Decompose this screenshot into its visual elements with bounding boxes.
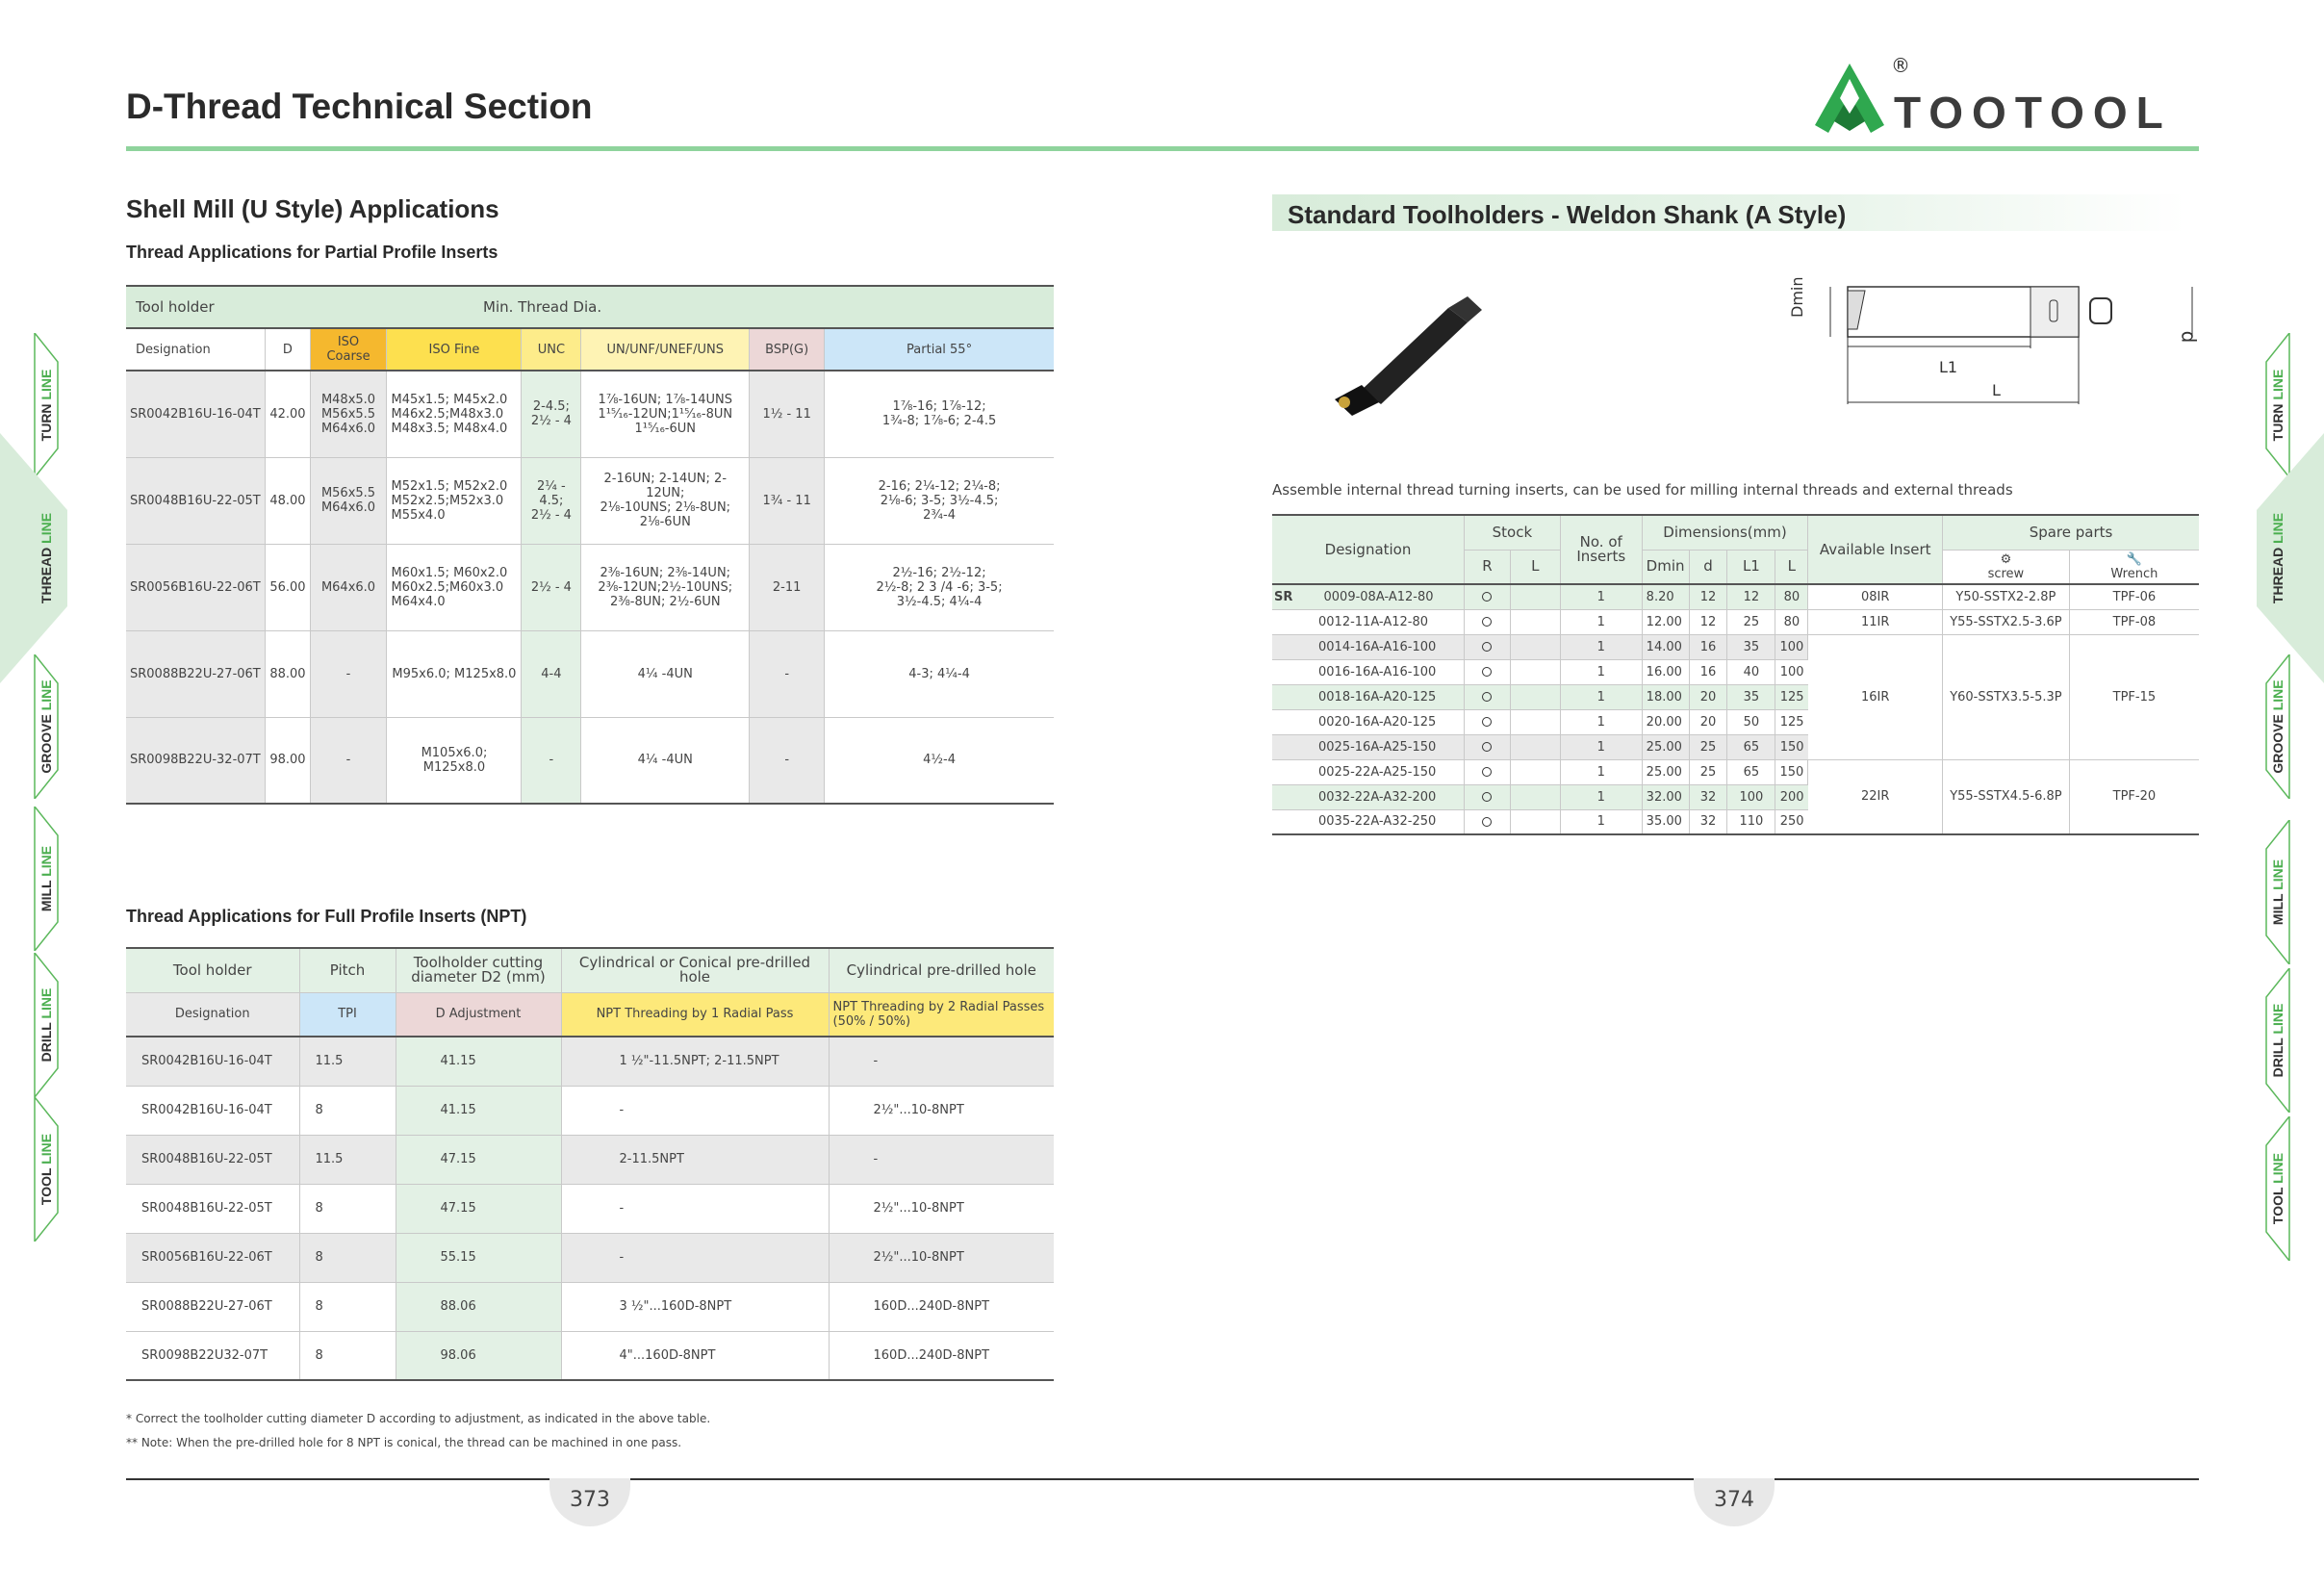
cell: 11.5 (299, 1037, 396, 1086)
cell: 20 (1689, 684, 1727, 709)
th-dmin: Dmin (1642, 550, 1689, 584)
cell: 2-4.5; 2½ - 4 (522, 371, 581, 457)
cell: 160D...240D-8NPT (873, 1347, 990, 1363)
cell: TPF-15 (2069, 634, 2199, 759)
footer-rule (126, 1478, 2199, 1480)
cell (1465, 734, 1511, 759)
tab-label-b: LINE (2270, 1152, 2286, 1188)
stock-icon (1482, 717, 1492, 727)
cell: 47.15 (396, 1135, 561, 1184)
cell: 65 (1727, 759, 1775, 784)
cell: 20.00 (1642, 709, 1689, 734)
cell: SR0056B16U-22-06T (126, 1233, 299, 1282)
cell (1510, 684, 1560, 709)
cell: 0032-22A-A32-200 (1272, 784, 1465, 809)
cell: 125 (1775, 709, 1808, 734)
cell: 0012-11A-A12-80 (1272, 609, 1465, 634)
section-title: Shell Mill (U Style) Applications (126, 194, 499, 223)
cell: 12 (1689, 609, 1727, 634)
cell (1465, 709, 1511, 734)
cell: 0020-16A-A20-125 (1272, 709, 1465, 734)
cell (1465, 759, 1511, 784)
th-unc: UNC (522, 328, 581, 371)
table-row (126, 1135, 1054, 1184)
npt-table (126, 947, 1054, 1381)
table2-title: Thread Applications for Full Profile Inserts (NPT) (126, 907, 527, 926)
label-l: L (1992, 381, 2001, 399)
cell: 11.5 (299, 1135, 396, 1184)
cell: 1 (1560, 609, 1642, 634)
cell: 4½-4 (923, 753, 956, 768)
tab-label-b: LINE (38, 512, 54, 548)
cell: 25 (1689, 734, 1727, 759)
cell: 47.15 (396, 1184, 561, 1233)
cell: 2½ - 4 (522, 544, 581, 630)
th-pitch: Pitch (299, 948, 396, 992)
cell: 11IR (1808, 609, 1943, 634)
cell: SR0098B22U32-07T (126, 1331, 299, 1380)
cell: 35.00 (1642, 809, 1689, 834)
th-wrench-label: Wrench (2110, 566, 2158, 581)
tab-label-a: TOOL (38, 1167, 54, 1206)
designation: 0009-08A-A12-80 (1323, 589, 1434, 604)
th-l-total: L (1775, 550, 1808, 584)
cell: 100 (1775, 634, 1808, 659)
cell: M105x6.0; M125x8.0 (387, 717, 522, 804)
tab-label-b: LINE (38, 679, 54, 715)
tab-label-a: THREAD (38, 547, 54, 604)
cell: 1⅞-16; 1⅞-12; 1¾-8; 1⅞-6; 2-4.5 (825, 371, 1054, 457)
table-row (126, 1184, 1054, 1233)
table-row (126, 717, 1054, 804)
th-tool-holder: Tool holder (126, 286, 310, 328)
cell: - (310, 717, 387, 804)
table1-title: Thread Applications for Partial Profile Inserts (126, 243, 498, 262)
cell: 25.00 (1642, 734, 1689, 759)
toolholder-drawing-icon (1788, 276, 2213, 409)
table-row (126, 544, 1054, 630)
cell: 4-4 (522, 630, 581, 717)
stock-icon (1482, 642, 1492, 652)
cell: TPF-06 (2069, 584, 2199, 609)
cell: 200 (1775, 784, 1808, 809)
cell: 56.00 (266, 544, 310, 630)
cell: 3 ½"...160D-8NPT (561, 1282, 829, 1331)
side-tab-tool-right[interactable] (2257, 1116, 2324, 1261)
cell (1510, 584, 1560, 609)
th-tpi: TPI (299, 992, 396, 1037)
side-tab-groove-right[interactable] (2257, 654, 2324, 799)
cell: Y55-SSTX4.5-6.8P (1943, 759, 2070, 834)
cell: 8 (299, 1233, 396, 1282)
th-cylindrical: Cylindrical pre-drilled hole (829, 948, 1054, 992)
cell: 2-11 (750, 544, 825, 630)
wrench-icon: 🔧 (2126, 551, 2142, 567)
stock-icon (1482, 692, 1492, 702)
cell: 2⅜-16UN; 2⅜-14UN; 2⅜-12UN;2½-10UNS; 2⅜-8UN; 2½-6UN (581, 544, 750, 630)
cell: SR0088B22U-27-06T (126, 1282, 299, 1331)
cell: 8 (299, 1184, 396, 1233)
cell: 1 (1560, 684, 1642, 709)
stock-icon (1482, 817, 1492, 827)
cell: 125 (1775, 684, 1808, 709)
th-no-inserts: No. of Inserts (1560, 515, 1642, 584)
stock-icon (1482, 667, 1492, 677)
tab-label-a: TURN (38, 403, 54, 442)
cell: Y55-SSTX2.5-3.6P (1943, 609, 2070, 634)
th-designation: Designation (126, 328, 266, 371)
table-row (126, 1331, 1054, 1380)
toolholder-photo-icon (1314, 289, 1487, 419)
cell: M48x5.0 M56x5.5 M64x6.0 (310, 371, 387, 457)
cell: 50 (1727, 709, 1775, 734)
side-tab-mill-left[interactable] (0, 807, 67, 951)
cell: 8 (299, 1086, 396, 1135)
cell: 32 (1689, 809, 1727, 834)
table-row (126, 1037, 1054, 1086)
tab-label-b: LINE (2270, 679, 2286, 715)
stock-icon (1482, 792, 1492, 802)
tab-label-b: LINE (2270, 369, 2286, 404)
table-row (1272, 634, 2199, 659)
toolholder-table (1272, 514, 2199, 835)
side-tab-groove-left[interactable] (0, 654, 67, 799)
table-row (126, 1282, 1054, 1331)
tab-label-a: THREAD (2270, 547, 2286, 604)
cell: 150 (1775, 759, 1808, 784)
cell: 150 (1775, 734, 1808, 759)
cell: M52x1.5; M52x2.0 M52x2.5;M52x3.0 M55x4.0 (387, 457, 522, 544)
cell: SR0048B16U-22-05T (126, 1135, 299, 1184)
cell: 2½"...10-8NPT (829, 1233, 1054, 1282)
cell (1272, 584, 1465, 609)
cell (1510, 784, 1560, 809)
cell: 1 (1560, 584, 1642, 609)
th-designation: Designation (126, 992, 299, 1037)
th-screw (1943, 550, 2070, 584)
cell: 1 (1560, 659, 1642, 684)
cell: 88.00 (266, 630, 310, 717)
cell: TPF-08 (2069, 609, 2199, 634)
table-row (126, 1233, 1054, 1282)
page-title: D-Thread Technical Section (126, 87, 593, 126)
cell: 12 (1727, 584, 1775, 609)
tab-label-a: TURN (2270, 403, 2286, 442)
intro-text: Assemble internal thread turning inserts, can be used for milling internal threads and external threads (1272, 481, 2013, 499)
th-d-adjust: D Adjustment (396, 992, 561, 1037)
tab-label-a: TOOL (2270, 1187, 2286, 1225)
cell: SR0042B16U-16-04T (126, 1086, 299, 1135)
cell: 16IR (1808, 634, 1943, 759)
page-number-right: 374 (1694, 1478, 1775, 1526)
cell: M56x5.5 M64x6.0 (310, 457, 387, 544)
th-tool-holder: Tool holder (126, 948, 299, 992)
cell (1510, 709, 1560, 734)
cell (1465, 684, 1511, 709)
cell: 35 (1727, 634, 1775, 659)
th-d: d (1689, 550, 1727, 584)
cell: SR0098B22U-32-07T (126, 717, 266, 804)
cell (1465, 784, 1511, 809)
cell: 16 (1689, 634, 1727, 659)
cell (1510, 659, 1560, 684)
cell: M45x1.5; M45x2.0 M46x2.5;M48x3.0 M48x3.5; M48x4.0 (387, 371, 522, 457)
cell: 1 (1560, 759, 1642, 784)
side-tab-thread-left[interactable] (0, 433, 67, 683)
cell: 0035-22A-A32-250 (1272, 809, 1465, 834)
th-un: UN/UNF/UNEF/UNS (581, 328, 750, 371)
cell: SR0056B16U-22-06T (126, 544, 266, 630)
cell: 1⅞-16UN; 1⅞-14UNS 1¹⁵⁄₁₆-12UN;1¹⁵⁄₁₆-8UN 1¹⁵⁄₁₆-6UN (581, 371, 750, 457)
th-insert: Available Insert (1808, 515, 1943, 584)
cell (1510, 609, 1560, 634)
cell: 80 (1775, 609, 1808, 634)
th-min-thread: Min. Thread Dia. (310, 286, 1054, 328)
cell: 20 (1689, 709, 1727, 734)
table-row (1272, 584, 2199, 609)
cell: 80 (1775, 584, 1808, 609)
table-row (126, 630, 1054, 717)
th-designation: Designation (1272, 515, 1465, 584)
cell: 4-3; 4¼-4 (825, 630, 1054, 717)
cell: 0025-16A-A25-150 (1272, 734, 1465, 759)
cell: 88.06 (396, 1282, 561, 1331)
cell: 2-16; 2¼-12; 2¼-8; 2⅛-6; 3-5; 3½-4.5; 2¾-4 (825, 457, 1054, 544)
tab-label-a: GROOVE (2270, 714, 2286, 774)
cell: 1½ - 11 (750, 371, 825, 457)
cell: 8 (299, 1282, 396, 1331)
prefix-label: SR (1274, 589, 1293, 604)
cell: 4¼ -4UN (581, 630, 750, 717)
cell: 1 ½"-11.5NPT; 2-11.5NPT (561, 1037, 829, 1086)
th-l: L (1510, 550, 1560, 584)
cell: - (750, 630, 825, 717)
table-row (126, 457, 1054, 544)
table-row (126, 1086, 1054, 1135)
cell: 4"...160D-8NPT (561, 1331, 829, 1380)
side-tab-mill-right[interactable] (2257, 820, 2324, 964)
tab-label-b: LINE (38, 845, 54, 881)
cell: 160D...240D-8NPT (829, 1282, 1054, 1331)
cell: 2½-16; 2½-12; 2½-8; 2 3 /4 -6; 3-5; 3½-4.5; 4¼-4 (825, 544, 1054, 630)
tab-label-a: DRILL (2270, 1037, 2286, 1078)
th-bsp: BSP(G) (750, 328, 825, 371)
cell: 12.00 (1642, 609, 1689, 634)
stock-icon (1482, 592, 1492, 602)
stock-icon (1482, 617, 1492, 627)
cell: 100 (1775, 659, 1808, 684)
cell (1465, 809, 1511, 834)
cell: 8 (299, 1331, 396, 1380)
tootool-logo-icon (1811, 60, 1888, 137)
cell: 100 (1727, 784, 1775, 809)
footnote-2: ** Note: When the pre-drilled hole for 8 NPT is conical, the thread can be machined in one pass. (126, 1436, 682, 1449)
tab-label-a: MILL (2270, 893, 2286, 926)
th-l1: L1 (1727, 550, 1775, 584)
cell: - (750, 717, 825, 804)
side-tab-thread-right[interactable] (2257, 433, 2324, 683)
cell: 41.15 (396, 1037, 561, 1086)
th-one-pass: NPT Threading by 1 Radial Pass (561, 992, 829, 1037)
side-tab-drill-left[interactable] (0, 953, 67, 1097)
cell: SR0042B16U-16-04T (126, 371, 266, 457)
cell: 1 (1560, 634, 1642, 659)
th-spare: Spare parts (1943, 515, 2199, 550)
brand-name: TOOTOOL (1894, 88, 2172, 138)
cell (1465, 609, 1511, 634)
stock-icon (1482, 742, 1492, 752)
cell: 14.00 (1642, 634, 1689, 659)
cell: - (310, 630, 387, 717)
cell: M64x6.0 (310, 544, 387, 630)
cell: - (561, 1233, 829, 1282)
cell: 32 (1689, 784, 1727, 809)
label-l1: L1 (1939, 358, 1958, 376)
cell: 1 (1560, 784, 1642, 809)
cell: Y60-SSTX3.5-5.3P (1943, 634, 2070, 759)
cell (1510, 809, 1560, 834)
cell: 2½"...10-8NPT (829, 1086, 1054, 1135)
cell: 2¼ - 4.5; 2½ - 4 (522, 457, 581, 544)
cell: 42.00 (266, 371, 310, 457)
table-row (1272, 759, 2199, 784)
cell: 35 (1727, 684, 1775, 709)
table-row (1272, 609, 2199, 634)
cell: 250 (1779, 814, 1804, 830)
cell: 2½"...10-8NPT (829, 1184, 1054, 1233)
cell: - (561, 1184, 829, 1233)
cell: - (829, 1037, 1054, 1086)
cell: SR0048B16U-22-05T (126, 457, 266, 544)
cell: SR0042B16U-16-04T (126, 1037, 299, 1086)
cell: - (829, 1135, 1054, 1184)
tab-label-b: LINE (38, 369, 54, 404)
page-number-left: 373 (549, 1478, 630, 1526)
cell: 25.00 (1642, 759, 1689, 784)
cell: 0014-16A-A16-100 (1272, 634, 1465, 659)
cell (1510, 734, 1560, 759)
th-cutting-dia: Toolholder cutting diameter D2 (mm) (396, 948, 561, 992)
section-banner: Standard Toolholders - Weldon Shank (A Style) (1272, 194, 2186, 231)
table-row (126, 371, 1054, 457)
cell: SR0048B16U-22-05T (126, 1184, 299, 1233)
cell: 65 (1727, 734, 1775, 759)
cell: M95x6.0; M125x8.0 (387, 630, 522, 717)
th-iso-fine: ISO Fine (387, 328, 522, 371)
tab-label-b: LINE (2270, 1003, 2286, 1038)
cell: 48.00 (266, 457, 310, 544)
screw-icon: ⚙ (2000, 551, 2012, 567)
th-two-pass: NPT Threading by 2 Radial Passes (50% / 50%) (829, 992, 1054, 1037)
cell: 1 (1560, 709, 1642, 734)
cell: 22IR (1808, 759, 1943, 834)
header-rule (126, 146, 2199, 151)
tab-label-a: MILL (38, 880, 54, 912)
cell: 110 (1727, 809, 1775, 834)
th-wrench (2069, 550, 2199, 584)
cell: M60x1.5; M60x2.0 M60x2.5;M60x3.0 M64x4.0 (387, 544, 522, 630)
tab-label-a: DRILL (38, 1022, 54, 1063)
cell: 16.00 (1642, 659, 1689, 684)
cell: 18.00 (1642, 684, 1689, 709)
side-tab-tool-left[interactable] (0, 1097, 67, 1242)
cell: 1¾ - 11 (750, 457, 825, 544)
cell: 98.06 (396, 1331, 561, 1380)
th-dimensions: Dimensions(mm) (1642, 515, 1808, 550)
cell: 4¼ -4UN (581, 717, 750, 804)
cell: TPF-20 (2069, 759, 2199, 834)
cell (1465, 584, 1511, 609)
cell: 0025-22A-A25-150 (1272, 759, 1465, 784)
cell: 1 (1560, 734, 1642, 759)
cell: 1 (1560, 809, 1642, 834)
cell (1510, 634, 1560, 659)
tab-label-b: LINE (38, 987, 54, 1023)
tab-label-b: LINE (2270, 858, 2286, 894)
cell: 41.15 (396, 1086, 561, 1135)
tab-label-b: LINE (2270, 512, 2286, 548)
cell: 08IR (1808, 584, 1943, 609)
label-dmin: Dmin (1788, 276, 1806, 318)
cell: 98.00 (266, 717, 310, 804)
footnote-1: * Correct the toolholder cutting diameter D according to adjustment, as indicated in the above table. (126, 1412, 711, 1425)
cell: - (522, 717, 581, 804)
cell (1465, 659, 1511, 684)
cell: 32.00 (1642, 784, 1689, 809)
cell: 25 (1689, 759, 1727, 784)
label-d: d (2177, 330, 2201, 344)
cell: SR0088B22U-27-06T (126, 630, 266, 717)
cell: 12 (1689, 584, 1727, 609)
tab-label-a: GROOVE (38, 714, 54, 774)
cell: 2-16UN; 2-14UN; 2-12UN; 2⅛-10UNS; 2⅛-8UN; 2⅛-6UN (581, 457, 750, 544)
stock-icon (1482, 767, 1492, 777)
cell: - (561, 1086, 829, 1135)
th-d: D (266, 328, 310, 371)
cell: 2-11.5NPT (561, 1135, 829, 1184)
cell (1510, 759, 1560, 784)
cell: 25 (1727, 609, 1775, 634)
side-tab-drill-right[interactable] (2257, 968, 2324, 1113)
th-iso-coarse: ISO Coarse (310, 328, 387, 371)
th-partial55: Partial 55° (825, 328, 1054, 371)
cell: Y50-SSTX2-2.8P (1943, 584, 2070, 609)
cell: 55.15 (396, 1233, 561, 1282)
cell (1465, 634, 1511, 659)
cell: 0016-16A-A16-100 (1272, 659, 1465, 684)
cell: 0018-16A-A20-125 (1272, 684, 1465, 709)
registered-mark: ® (1891, 54, 1910, 77)
cell: 40 (1727, 659, 1775, 684)
tab-label-b: LINE (38, 1133, 54, 1168)
th-screw-label: screw (1987, 566, 2025, 581)
partial-profile-table (126, 285, 1054, 805)
th-stock: Stock (1465, 515, 1561, 550)
th-r: R (1465, 550, 1511, 584)
cell: 8.20 (1642, 584, 1689, 609)
th-conical: Cylindrical or Conical pre-drilled hole (561, 948, 829, 992)
cell: 16 (1689, 659, 1727, 684)
